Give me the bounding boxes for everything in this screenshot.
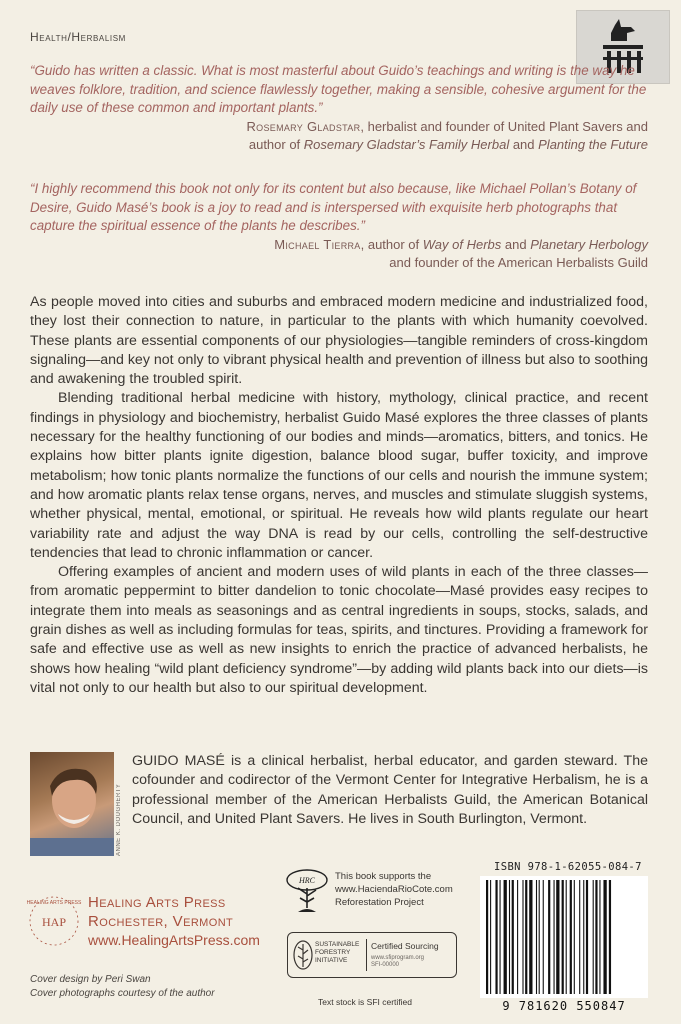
quote-2-attribution <box>30 236 648 273</box>
barcode-number: 9 781620 550847 <box>502 999 626 1013</box>
quote-2-role: and founder of the American Herbalists Guild <box>389 255 648 270</box>
logo-text: HEALING ARTS PRESS <box>26 900 82 906</box>
quote-1-author-of: author of <box>248 137 304 152</box>
barcode-bar <box>595 880 597 994</box>
barcode-bar <box>504 880 507 994</box>
quote-2-book-1: Way of Herbs <box>422 236 502 252</box>
quote-2-author-of: , author of <box>360 236 423 252</box>
reforestation-support <box>335 870 453 909</box>
book-description <box>30 293 648 698</box>
publisher-name: Healing Arts Press <box>88 894 226 911</box>
barcode-bar <box>525 880 527 994</box>
sfi-org-name: SUSTAINABLE FORESTRY INITIATIVE <box>315 941 360 964</box>
barcode-bar <box>579 880 580 994</box>
barcode-bar <box>570 880 572 994</box>
barcode-bar <box>586 880 588 994</box>
barcode-bar <box>599 880 600 994</box>
quote-2-and: and <box>501 236 531 252</box>
description-paragraph-1: As people moved into cities and suburbs and embraced modern medicine and industrialized food, they lost their connection to nature, in particular to the plants with which humanity coevolved. These plants are essential components of our physiologies—tangible reminders of cross-kingdom signaling—and key not only to vibrant physical health and prevention of illness but also to soothing and awakening the troubled spirit. <box>30 294 648 388</box>
description-paragraph-3: Offering examples of ancient and modern uses of wild plants in each of the three classes—from aromatic peppermint to bitter dandelion to tonic chocolate—Masé provides easy recipes to integrate them into meals as seasonings and as central ingredients in soups, stocks, salads, and grain dishes as well as including formulas for teas, spirits, and tinctures. Providing a framework for safe and effective use as well as new insights to enrich the practice of advanced herbalists, he shows how healing “wild plant deficiency syndrome”—by adding wild plants back into our diets—is vital not only to our health but also to our spiritual development. <box>30 564 648 696</box>
barcode-bar <box>509 880 510 994</box>
barcode-bar <box>556 880 559 994</box>
quote-1-book-1: Rosemary Gladstar’s Family Herbal <box>303 137 510 152</box>
publisher-location: Rochester, Vermont <box>88 913 234 930</box>
barcode-bar <box>512 880 514 994</box>
quote-2-book-2: Planetary Herbology <box>530 236 648 252</box>
quote-1-author: Rosemary Gladstar <box>246 118 361 134</box>
category-label: Health/Herbalism <box>30 30 126 44</box>
sfi-url: www.sfiprogram.org SFI-00000 <box>371 955 425 968</box>
barcode-bar <box>522 880 523 994</box>
quote-1-and: and <box>509 137 539 152</box>
barcode-bar <box>562 880 564 994</box>
barcode-bar <box>490 880 491 994</box>
barcode-bars <box>480 876 648 998</box>
sfi-divider <box>366 939 367 971</box>
barcode-bar <box>500 880 501 994</box>
barcode-bar <box>536 880 537 994</box>
barcode-bar <box>583 880 584 994</box>
quote-2-text: “I highly recommend this book not only for its content but also because, like Michael Pollan’s Botany of Desire, Guido Masé’s book is a joy to read and is interspersed with exquisite herb photographs that capture the spiritual essence of the plants he describes.” <box>30 181 637 233</box>
barcode-bar <box>539 880 540 994</box>
endorsement-quote-2 <box>30 180 648 273</box>
support-line-1: This book supports the <box>335 871 432 882</box>
barcode-bar <box>517 880 518 994</box>
logo-initials: HAP <box>41 915 67 929</box>
publisher-url[interactable]: www.HealingArtsPress.com <box>88 932 260 948</box>
cover-credits <box>30 973 215 1001</box>
author-bio: GUIDO MASÉ is a clinical herbalist, herbal educator, and garden steward. The cofounder and codirector of the Vermont Center for Integrative Herbalism, he is a professional member of the American Herbalists Guild, the American Botanical Council, and United Plant Savers. He lives in South Burlington, Vermont. <box>132 753 648 827</box>
quote-1-text: “Guido has written a classic. What is most masterful about Guido’s teachings and writing is the way he weaves folklore, tradition, and science flawlessly together, making a sensible, cohesive argument for the daily use of these common and important plants.” <box>30 63 647 115</box>
hrc-logo-text: HRC <box>299 876 315 885</box>
cover-photo-credit: Cover photographs courtesy of the author <box>30 988 215 999</box>
quote-1-role: , herbalist and founder of United Plant Savers and <box>360 118 648 134</box>
support-line-3: Reforestation Project <box>335 897 424 908</box>
hacienda-rio-cote-tree-icon <box>284 868 330 914</box>
barcode-bar <box>603 880 606 994</box>
photo-credit: ANNE K. DOUGHERTY <box>116 783 122 856</box>
barcode-bar <box>566 880 567 994</box>
healing-arts-press-logo-icon <box>26 890 82 952</box>
quote-1-book-2: Planting the Future <box>538 137 648 152</box>
barcode-bar <box>593 880 594 994</box>
sfi-tree-icon <box>292 938 314 972</box>
sfi-certification-badge <box>287 932 457 978</box>
quote-2-author: Michael Tierra <box>274 236 361 252</box>
barcode-bar <box>574 880 575 994</box>
barcode-bar <box>529 880 532 994</box>
quote-1-attribution <box>30 118 648 155</box>
barcode-bar <box>609 880 611 994</box>
cover-design-credit: Cover design by Peri Swan <box>30 974 151 985</box>
barcode <box>480 876 648 998</box>
author-photo <box>30 752 114 856</box>
barcode-bar <box>495 880 497 994</box>
publisher-info <box>88 893 260 950</box>
isbn-label: ISBN 978-1-62055-084-7 <box>494 861 642 873</box>
sfi-certified-sourcing: Certified Sourcing <box>371 941 439 951</box>
barcode-bar <box>554 880 555 994</box>
support-line-2[interactable]: www.HaciendaRioCote.com <box>335 884 453 895</box>
barcode-bar <box>543 880 544 994</box>
endorsement-quote-1 <box>30 62 648 155</box>
description-paragraph-2: Blending traditional herbal medicine with history, mythology, clinical practice, and recent findings in physiology and biochemistry, herbalist Guido Masé explores the three classes of plants necessary for the healthy functioning of our bodies and minds—aromatics, bitters, and tonics. He explains how bitter plants ignite digestion, balance blood sugar, buffer toxicity, and improve metabolism; how tonic plants normalize the functions of our cells and nourish the immune system; and how aromatic plants relax tense organs, nerves, and muscles and stimulate sluggish systems, whether physical, mental, emotional, or spiritual. He reveals how wild plants regulate our heart variability rate and adjust the way DNA is read by our cells, controlling the self-destructive tendencies that lead to chronic inflammation or cancer. <box>30 390 648 561</box>
barcode-bar <box>548 880 550 994</box>
sfi-caption: Text stock is SFI certified <box>318 997 412 1007</box>
barcode-bar <box>486 880 488 994</box>
